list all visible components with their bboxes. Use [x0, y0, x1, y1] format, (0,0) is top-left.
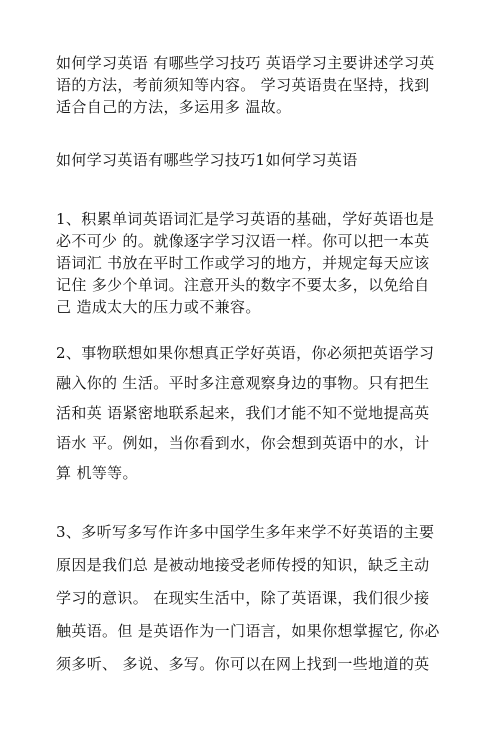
paragraph-3-line-2: 原因是我们总 是被动地接受老师传授的知识，缺乏主动 [56, 556, 430, 574]
paragraph-1-line-3: 语词汇 书放在平时工作或学习的地方，并规定每天应该 [56, 254, 430, 272]
paragraph-1-line-1: 1、积累单词英语词汇是学习英语的基础，学好英语也是 [56, 210, 435, 228]
intro-line-3: 适合自己的方法，多运用多 温故。 [56, 98, 292, 116]
paragraph-3-line-4: 触英语。但 是英语作为一门语言，如果你想掌握它, 你必 [56, 622, 440, 640]
paragraph-1-line-2: 必不可少 的。就像逐字学习汉语一样。你可以把一本英 [56, 232, 430, 250]
intro-line-2: 语的方法，考前须知等内容。 学习英语贵在坚持，找到 [56, 76, 430, 94]
paragraph-3-line-5: 须多听、 多说、多写。你可以在网上找到一些地道的英 [56, 655, 430, 673]
paragraph-1-line-4: 记住 多少个单词。注意开头的数字不要太多，以免给自 [56, 276, 430, 294]
intro-line-1: 如何学习英语 有哪些学习技巧 英语学习主要讲述学习英 [56, 54, 435, 72]
section-heading: 如何学习英语有哪些学习技巧1如何学习英语 [56, 151, 358, 169]
paragraph-3-line-3: 学习的意识。 在现实生活中，除了英语课，我们很少接 [56, 589, 430, 607]
paragraph-3-line-1: 3、多听写多写作许多中国学生多年来学不好英语的主要 [56, 523, 435, 541]
paragraph-1-line-5: 己 造成太大的压力或不兼容。 [56, 298, 261, 316]
paragraph-2-line-3: 活和英 语紧密地联系起来，我们才能不知不觉地提高英 [56, 404, 430, 422]
paragraph-2-line-2: 融入你的 生活。平时多注意观察身边的事物。只有把生 [56, 374, 430, 392]
paragraph-2-line-1: 2、事物联想如果你想真正学好英语，你必须把英语学习 [56, 344, 435, 362]
paragraph-2-line-5: 算 机等等。 [56, 464, 138, 482]
paragraph-2-line-4: 语水 平。例如，当你看到水，你会想到英语中的水，计 [56, 434, 430, 452]
